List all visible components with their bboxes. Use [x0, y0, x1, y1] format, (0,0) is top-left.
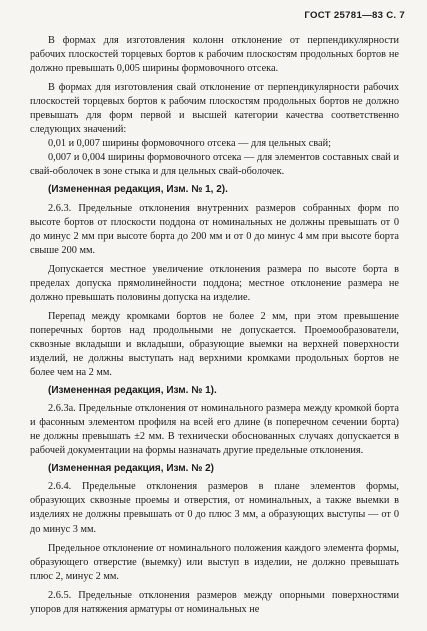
paragraph: 2.6.3. Предельные отклонения внутренних размеров собранных форм по высоте бортов от плоскости поддона от номинальных не должны превышать от 0 до минус 2 мм при высоте борта до 200 мм и от 0 до минус 4 мм при высоте борта свыше 200 мм. — [30, 202, 399, 256]
paragraph: 2.6.4. Предельные отклонения размеров в плане элементов формы, образующих сквозные проемы и отверстия, от номинальных, а также выемки в изделиях не должны превышать от 0 до плюс 3 мм, а образующих выступы — от 0 до минус 3 мм. — [30, 481, 399, 535]
paragraph: В формах для изготовления свай отклонение от перпендикулярности рабочих плоскостей торцевых бортов к рабочим плоскостям продольных бортов не должно превышать для форм первой и высшей категории качества соответственно следующих значений: — [30, 82, 399, 136]
paragraph: Перепад между кромками бортов не более 2 мм, при этом превышение поперечных бортов над продольными не допускается. Проемообразователи, сквозные вкладыши и вкладыши, образующие выемки на верхней поверхности изделий, не должны выступать над верхними кромками продольных бортов не более чем на 2 мм. — [30, 310, 399, 379]
amendment-note: (Измененная редакция, Изм. № 2) — [48, 463, 215, 475]
paragraph: 0,01 и 0,007 ширины формовочного отсека — для цельных свай; — [48, 138, 331, 150]
paragraph: Предельное отклонение от номинального положения каждого элемента формы, образующего отверстие (выемку) или выступ в изделии, не должно превышать плюс 2, минус 2 мм. — [30, 542, 399, 582]
paragraph: 2.6.5. Предельные отклонения размеров между опорными поверхностями упоров для натяжения арматуры от номинальных не — [30, 589, 399, 615]
amendment-note: (Измененная редакция, Изм. № 1, 2). — [48, 184, 228, 196]
paragraph: Допускается местное увеличение отклонения размера по высоте борта в пределах допуска прямолинейности поддона; местное отклонение размера не должно превышать половины допуска на изделие. — [30, 263, 399, 303]
paragraph: В формах для изготовления колонн отклонение от перпендикулярности рабочих плоскостей торцевых бортов к рабочим плоскостям продольных бортов не должно превышать 0,005 ширины формовочного отсека. — [30, 35, 399, 75]
document-body — [30, 34, 399, 617]
paragraph: 2.6.3а. Предельные отклонения от номинального размера между кромкой борта и фасонным элементом профиля на всей его длине (в поперечном сечении борта) не должны превышать ±2 мм. В технически обоснованных случаях допускается в рабочей документации на формы назначать другие предельные отклонения. — [30, 403, 399, 457]
page-header: ГОСТ 25781—83 С. 7 — [304, 10, 405, 21]
amendment-note: (Измененная редакция, Изм. № 1). — [48, 385, 217, 397]
paragraph: 0,007 и 0,004 ширины формовочного отсека — для элементов составных свай и свай-оболочек в зоне стыка и для цельных свай-оболочек. — [30, 152, 399, 178]
